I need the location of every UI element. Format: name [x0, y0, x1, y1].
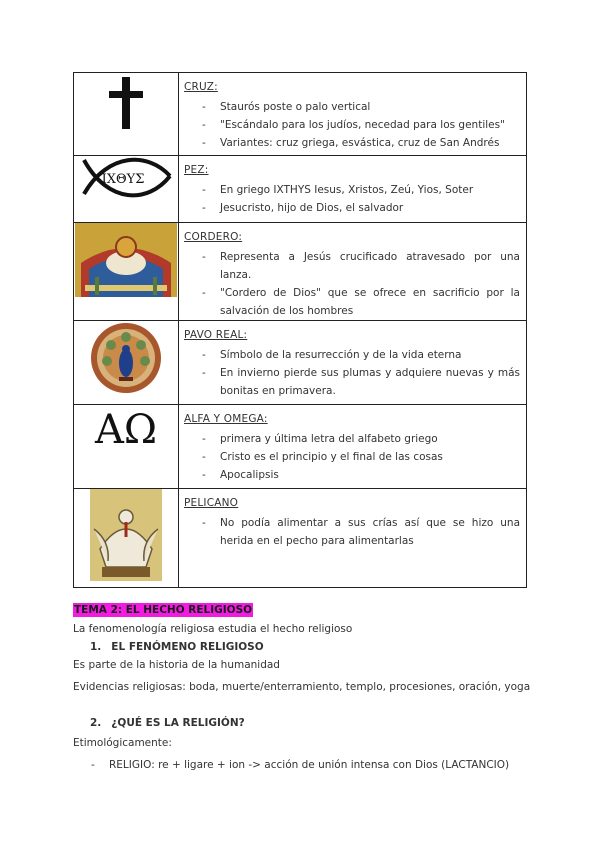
peacock-mosaic-image — [89, 321, 163, 395]
list-item: - No podía alimentar a sus crías así que se hizo una herida en el pecho para alimentarlas — [202, 514, 520, 550]
symbol-heading: CORDERO: — [184, 231, 243, 243]
pelican-image — [90, 489, 162, 581]
etymology-list — [73, 756, 551, 774]
symbol-cell — [74, 405, 179, 489]
topic-title-line — [73, 604, 533, 616]
etymology-label: Etimológicamente: — [73, 737, 172, 749]
table-row — [74, 156, 527, 223]
table-row — [74, 489, 527, 588]
table-row — [74, 223, 527, 321]
ichthys-fish-icon — [78, 156, 174, 200]
description-cell — [179, 156, 527, 223]
section-title: ¿QUÉ ES LA RELIGIÓN? — [111, 717, 245, 729]
symbol-heading: ALFA Y OMEGA: — [184, 413, 268, 425]
list-item: - Variantes: cruz griega, esvástica, cruz de San Andrés — [202, 134, 520, 152]
table-row — [74, 73, 527, 156]
alpha-omega-icon — [78, 405, 174, 455]
section-heading-2 — [90, 717, 550, 729]
description-cell — [179, 405, 527, 489]
bullet-list — [184, 98, 520, 152]
list-item: - Símbolo de la resurrección y de la vida eterna — [202, 346, 520, 364]
description-cell — [179, 73, 527, 156]
list-item: - "Cordero de Dios" que se ofrece en sacrificio por la salvación de los hombres — [202, 284, 520, 320]
body-line: Es parte de la historia de la humanidad — [73, 659, 280, 671]
topic-title: TEMA 2: EL HECHO RELIGIOSO — [74, 604, 253, 616]
table-row — [74, 405, 527, 489]
symbol-cell — [74, 73, 179, 156]
table-row — [74, 321, 527, 405]
section-number: 2. — [90, 717, 102, 729]
list-item: - Jesucristo, hijo de Dios, el salvador — [202, 199, 520, 217]
list-item: - Representa a Jesús crucificado atravesado por una lanza. — [202, 248, 520, 284]
list-item: - RELIGIO: re + ligare + ion -> acción de unión intensa con Dios (LACTANCIO) — [91, 756, 551, 774]
section-title: EL FENÓMENO RELIGIOSO — [111, 641, 264, 653]
list-item: - "Escándalo para los judíos, necedad para los gentiles" — [202, 116, 520, 134]
lamb-mosaic-image — [75, 223, 177, 297]
description-cell — [179, 489, 527, 588]
description-cell — [179, 223, 527, 321]
bullet-list — [184, 430, 520, 484]
symbol-cell — [74, 489, 179, 588]
symbols-table — [73, 72, 527, 588]
symbol-cell — [74, 223, 179, 321]
bullet-list — [184, 514, 520, 550]
section-heading-1 — [90, 641, 550, 653]
list-item: - Staurós poste o palo vertical — [202, 98, 520, 116]
symbol-heading: CRUZ: — [184, 81, 218, 93]
alpha-omega-text: ΑΩ — [94, 407, 158, 453]
cross-icon — [106, 73, 146, 133]
list-item: - En invierno pierde sus plumas y adquiere nuevas y más bonitas en primavera. — [202, 364, 520, 400]
symbol-heading: PEZ: — [184, 164, 209, 176]
bullet-list — [184, 248, 520, 320]
symbol-heading: PAVO REAL: — [184, 329, 248, 341]
intro-text: La fenomenología religiosa estudia el hecho religioso — [73, 623, 353, 635]
bullet-list — [184, 181, 520, 217]
list-item: - En griego IXTHYS Iesus, Xristos, Zeú, Yios, Soter — [202, 181, 520, 199]
description-cell — [179, 321, 527, 405]
symbol-cell — [74, 156, 179, 223]
symbol-cell — [74, 321, 179, 405]
fish-text: ΙΧΘΥΣ — [101, 172, 145, 187]
list-item: - Apocalipsis — [202, 466, 520, 484]
symbol-heading: PELICANO — [184, 497, 239, 509]
list-item: - Cristo es el principio y el final de las cosas — [202, 448, 520, 466]
section-number: 1. — [90, 641, 102, 653]
bullet-list — [184, 346, 520, 400]
body-line: Evidencias religiosas: boda, muerte/enterramiento, templo, procesiones, oración, yoga — [73, 681, 531, 693]
list-item: - primera y última letra del alfabeto griego — [202, 430, 520, 448]
